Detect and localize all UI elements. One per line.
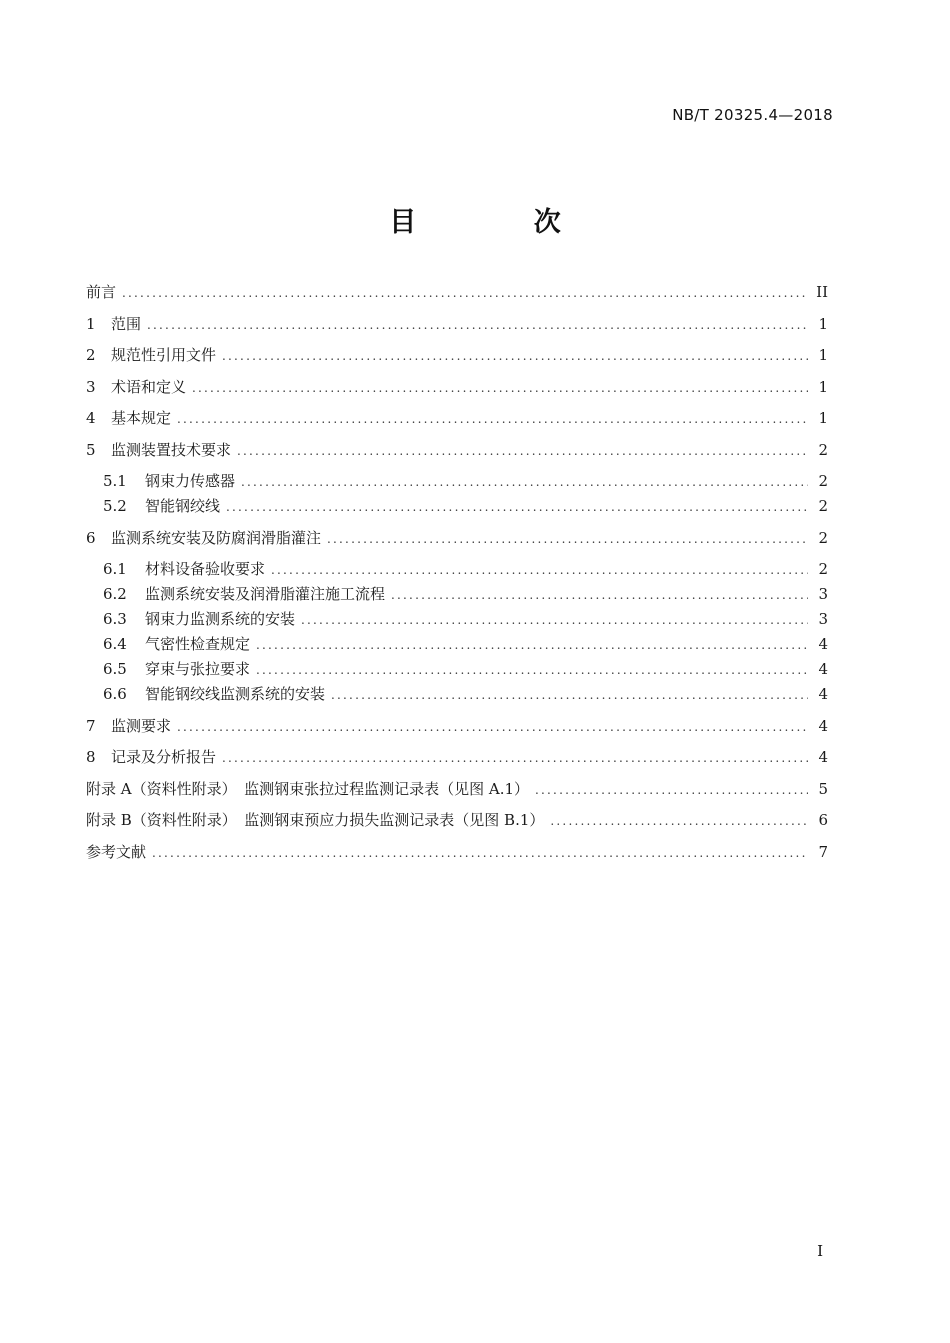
toc-entry-title: 穿束与张拉要求 <box>145 660 251 678</box>
toc-entry-title: 材料设备验收要求 <box>145 560 266 578</box>
toc-entry[interactable] <box>86 280 828 305</box>
toc-entry[interactable] <box>86 714 828 739</box>
toc-entry-page: 1 <box>818 409 828 427</box>
toc-entry-page: 4 <box>818 635 828 653</box>
toc-entry[interactable] <box>86 808 828 833</box>
toc-entry[interactable] <box>86 745 828 770</box>
toc-leader-dots <box>301 608 808 633</box>
toc-entry-page: 4 <box>818 716 828 735</box>
toc-leader-dots <box>550 809 808 834</box>
toc-entry-title: 监测系统安装及润滑脂灌注施工流程 <box>145 585 386 603</box>
toc-entry-title: 监测装置技术要求 <box>111 440 232 459</box>
toc-entry-title: 记录及分析报告 <box>111 748 217 766</box>
toc-entry-number: 6.3 <box>103 610 127 628</box>
toc-entry-number: 6.1 <box>103 560 127 578</box>
toc-entry-number: 5 <box>86 440 96 459</box>
toc-leader-dots <box>256 658 808 683</box>
toc-entry[interactable] <box>86 438 828 463</box>
toc-entry-title: 监测系统安装及防腐润滑脂灌注 <box>111 528 322 547</box>
toc-entry[interactable] <box>86 494 828 519</box>
toc-entry-number: 1 <box>86 314 96 333</box>
toc-entry-page: 2 <box>818 528 828 547</box>
toc-entry-number: 2 <box>86 346 96 364</box>
toc-leader-dots <box>237 439 808 464</box>
toc-entry[interactable] <box>86 312 828 337</box>
toc-leader-dots <box>152 841 808 866</box>
toc-entry[interactable] <box>86 582 828 607</box>
toc-leader-dots <box>391 583 808 608</box>
toc-leader-dots <box>222 746 808 771</box>
toc-entry-number: 6.5 <box>103 660 127 678</box>
toc-entry[interactable] <box>86 343 828 368</box>
toc-leader-dots <box>271 558 808 583</box>
toc-entry[interactable] <box>86 682 828 707</box>
toc-entry-number: 4 <box>86 409 96 427</box>
toc-entry-number: 8 <box>86 748 96 766</box>
toc-leader-dots <box>241 470 808 495</box>
toc-leader-dots <box>226 495 808 520</box>
toc-entry-title: 基本规定 <box>111 409 172 427</box>
toc-leader-dots <box>222 344 808 369</box>
toc-entry-page: 5 <box>818 779 828 798</box>
toc-entry-title: 钢束力传感器 <box>145 472 236 490</box>
toc-entry-page: 3 <box>818 585 828 603</box>
toc-entry-title: 前言 <box>86 283 117 301</box>
toc-entry-page: 4 <box>818 748 828 766</box>
standard-code: NB/T 20325.4—2018 <box>672 106 833 124</box>
toc-entry-title: 范围 <box>111 314 142 333</box>
toc-entry[interactable] <box>86 557 828 582</box>
toc-entry-page: 3 <box>818 610 828 628</box>
toc-entry-number: 6.6 <box>103 685 127 703</box>
table-of-contents <box>86 280 828 865</box>
toc-entry-title: 附录 B（资料性附录） 监测钢束预应力损失监测记录表（见图 B.1） <box>86 811 545 829</box>
toc-entry[interactable] <box>86 526 828 551</box>
toc-leader-dots <box>327 527 808 552</box>
toc-entry-title: 监测要求 <box>111 716 172 735</box>
toc-entry-title: 智能钢绞线监测系统的安装 <box>145 685 326 703</box>
toc-leader-dots <box>535 778 808 803</box>
toc-entry-page: 2 <box>818 497 828 515</box>
toc-entry-title: 附录 A（资料性附录） 监测钢束张拉过程监测记录表（见图 A.1） <box>86 779 530 798</box>
toc-leader-dots <box>177 407 808 432</box>
toc-entry-page: 1 <box>818 314 828 333</box>
page-number: I <box>817 1242 823 1260</box>
toc-entry-title: 术语和定义 <box>111 377 187 396</box>
toc-entry-number: 5.1 <box>103 472 127 490</box>
toc-entry-title: 规范性引用文件 <box>111 346 217 364</box>
toc-entry-number: 6 <box>86 528 96 547</box>
toc-leader-dots <box>177 715 808 740</box>
toc-entry[interactable] <box>86 469 828 494</box>
toc-entry-title: 气密性检查规定 <box>145 635 251 653</box>
toc-entry[interactable] <box>86 607 828 632</box>
toc-entry-page: 2 <box>818 560 828 578</box>
toc-leader-dots <box>192 376 808 401</box>
toc-entry-page: 2 <box>818 472 828 490</box>
toc-entry-title: 钢束力监测系统的安装 <box>145 610 296 628</box>
toc-entry-page: 7 <box>818 842 828 861</box>
toc-entry-page: 1 <box>818 346 828 364</box>
toc-entry[interactable] <box>86 840 828 865</box>
toc-entry-number: 5.2 <box>103 497 127 515</box>
toc-entry[interactable] <box>86 632 828 657</box>
toc-entry-page: II <box>816 283 828 301</box>
toc-entry[interactable] <box>86 375 828 400</box>
page-title: 目 次 <box>389 207 615 238</box>
toc-entry[interactable] <box>86 777 828 802</box>
toc-entry-title: 智能钢绞线 <box>145 497 221 515</box>
toc-entry-number: 6.2 <box>103 585 127 603</box>
toc-entry[interactable] <box>86 406 828 431</box>
toc-entry-page: 4 <box>818 660 828 678</box>
toc-leader-dots <box>147 313 808 338</box>
toc-entry-number: 7 <box>86 716 96 735</box>
toc-entry-number: 6.4 <box>103 635 127 653</box>
toc-leader-dots <box>331 683 808 708</box>
toc-entry-page: 2 <box>818 440 828 459</box>
toc-entry-page: 6 <box>818 811 828 829</box>
toc-entry-title: 参考文献 <box>86 842 147 861</box>
toc-entry-page: 4 <box>818 685 828 703</box>
toc-entry-number: 3 <box>86 377 96 396</box>
toc-entry-page: 1 <box>818 377 828 396</box>
toc-entry[interactable] <box>86 657 828 682</box>
toc-leader-dots <box>122 281 808 306</box>
toc-leader-dots <box>256 633 808 658</box>
